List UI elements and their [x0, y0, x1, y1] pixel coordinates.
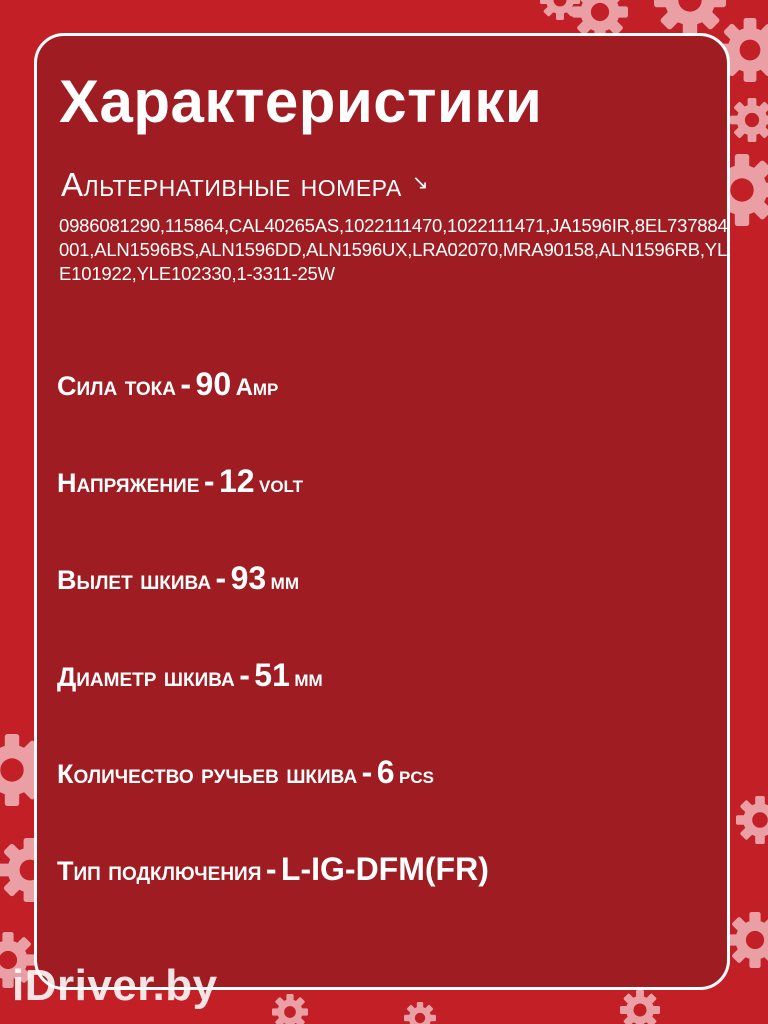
spec-connection-type [57, 853, 489, 885]
spec-value: 51 [254, 657, 290, 693]
spec-value: 93 [230, 560, 267, 596]
alternatives-heading [61, 168, 429, 201]
spec-unit: pcs [398, 762, 434, 789]
spec-unit: мм [294, 665, 323, 692]
watermark-logo: iDriver.by [12, 961, 218, 1010]
spec-pulley-diameter [57, 659, 323, 691]
spec-unit: Amp [235, 374, 279, 401]
spec-value: L-IG-DFM(FR) [280, 851, 489, 887]
spec-separator: - [265, 851, 277, 887]
spec-label: Вылет шкива [57, 565, 212, 595]
spec-label: Количество ручьев шкива [57, 759, 358, 789]
spec-card [34, 33, 730, 990]
spec-separator: - [239, 657, 250, 693]
spec-label: Диаметр шкива [57, 662, 235, 692]
alternatives-heading-label: Альтернативные номера [61, 166, 402, 203]
spec-label: Тип подключения [57, 856, 262, 886]
spec-pulley-offset [57, 562, 299, 594]
spec-unit: volt [259, 471, 304, 498]
spec-value: 6 [376, 754, 395, 790]
spec-pulley-grooves [57, 756, 434, 788]
spec-separator: - [215, 560, 227, 596]
alternatives-list: 0986081290,115864,CAL40265AS,1022111470,1022111471,JA1596IR,8EL737884001,ALN1596BS,ALN1596DD,ALN1596UX,LRA02070,MRA90158,ALN1596RB,YLE101922,YLE102330,1-3311-25W [59, 215, 728, 284]
spec-unit: мм [270, 568, 299, 595]
spec-separator: - [203, 463, 215, 499]
arrow-down-right-icon: ↘ [411, 172, 430, 195]
spec-voltage [57, 465, 303, 497]
spec-label: Сила тока [57, 371, 176, 401]
spec-label: Напряжение [57, 468, 200, 498]
spec-separator: - [361, 754, 373, 790]
page-title: Характеристики [59, 68, 543, 135]
spec-value: 90 [195, 366, 232, 402]
spec-value: 12 [218, 463, 255, 499]
spec-separator: - [180, 366, 192, 402]
spec-current [57, 368, 278, 400]
